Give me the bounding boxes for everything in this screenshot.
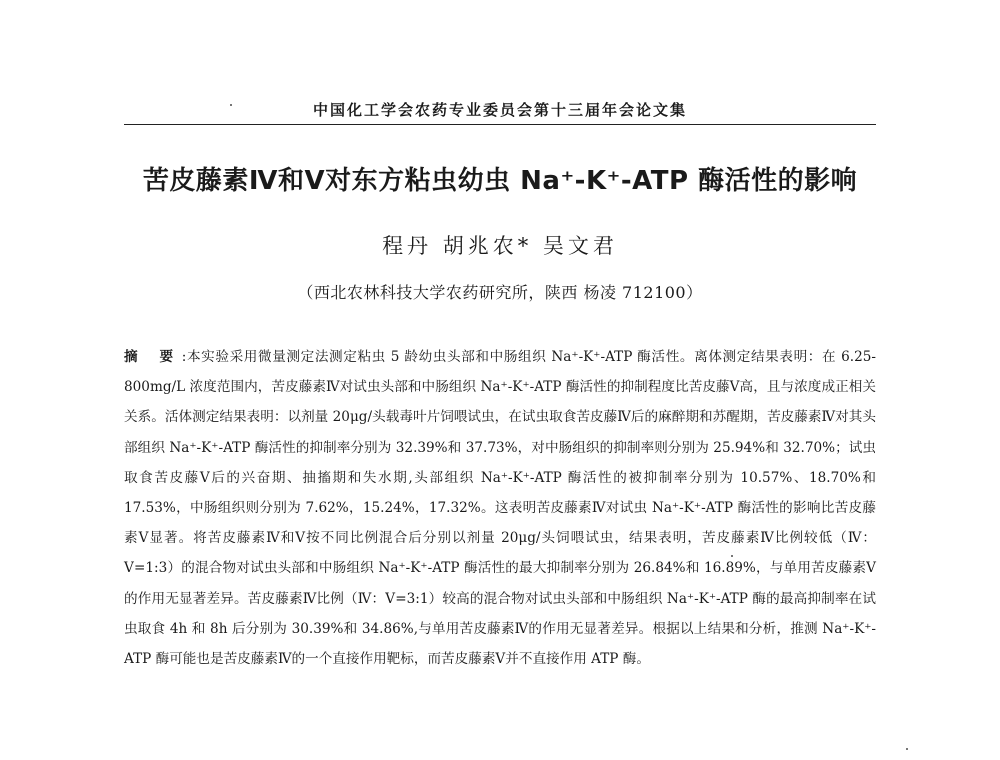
header-rule — [124, 124, 876, 125]
abstract-text: :本实验采用微量测定法测定粘虫 5 龄幼虫头部和中肠组织 Na⁺-K⁺-ATP 酶活性。离体测定结果表明：在 6.25-800mg/L 浓度范围内，苦皮藤素Ⅳ对试虫头部和中肠组织 Na⁺-K⁺-ATP 酶活性的抑制程度比苦皮藤Ⅴ高，且与浓度成正相关关系。活体测定结果表明：以剂量 20μg/头载毒叶片饲喂试虫，在试虫取食苦皮藤Ⅳ后的麻醉期和苏醒期，苦皮藤素Ⅳ对其头部组织 Na⁺-K⁺-ATP 酶活性的抑制率分别为 32.39%和 37.73%，对中肠组织的抑制率则分别为 25.94%和 32.70%；试虫取食苦皮藤Ⅴ后的兴奋期、抽搐期和失水期,头部组织 Na⁺-K⁺-ATP 酶活性的被抑制率分别为 10.57%、18.70%和 17.53%，中肠组织则分别为 7.62%，15.24%，17.32%。这表明苦皮藤素Ⅳ对试虫 Na⁺-K⁺-ATP 酶活性的影响比苦皮藤素Ⅴ显著。将苦皮藤素Ⅳ和Ⅴ按不同比例混合后分别以剂量 20μg/头饲喂试虫，结果表明，苦皮藤素Ⅳ比例较低（Ⅳ：Ⅴ=1:3）的混合物对试虫头部和中肠组织 Na⁺-K⁺-ATP 酶活性的最大抑制率分别为 26.84%和 16.89%，与单用苦皮藤素Ⅴ的作用无显著差异。苦皮藤素Ⅳ比例（Ⅳ：Ⅴ=3:1）较高的混合物对试虫头部和中肠组织 Na⁺-K⁺-ATP 酶的最高抑制率在试虫取食 4h 和 8h 后分别为 30.39%和 34.86%,与单用苦皮藤素Ⅳ的作用无显著差异。根据以上结果和分析，推测 Na⁺-K⁺-ATP 酶可能也是苦皮藤素Ⅳ的一个直接作用靶标，而苦皮藤素Ⅴ并不直接作用 ATP 酶。 — [124, 349, 877, 668]
paper-title: 苦皮藤素Ⅳ和Ⅴ对东方粘虫幼虫 Na⁺-K⁺-ATP 酶活性的影响 — [142, 166, 858, 196]
abstract-label: 摘 要 — [124, 349, 182, 365]
scan-speck — [731, 555, 733, 557]
running-header: 中国化工学会农药专业委员会第十三届年会论文集 — [312, 101, 687, 119]
scan-speck — [906, 748, 908, 750]
paper-authors: 程丹 胡兆农* 吴文君 — [382, 234, 618, 258]
paper-affiliation: （西北农林科技大学农药研究所，陕西 杨凌 712100） — [297, 283, 703, 302]
scan-speck — [230, 104, 232, 106]
abstract — [124, 342, 876, 674]
